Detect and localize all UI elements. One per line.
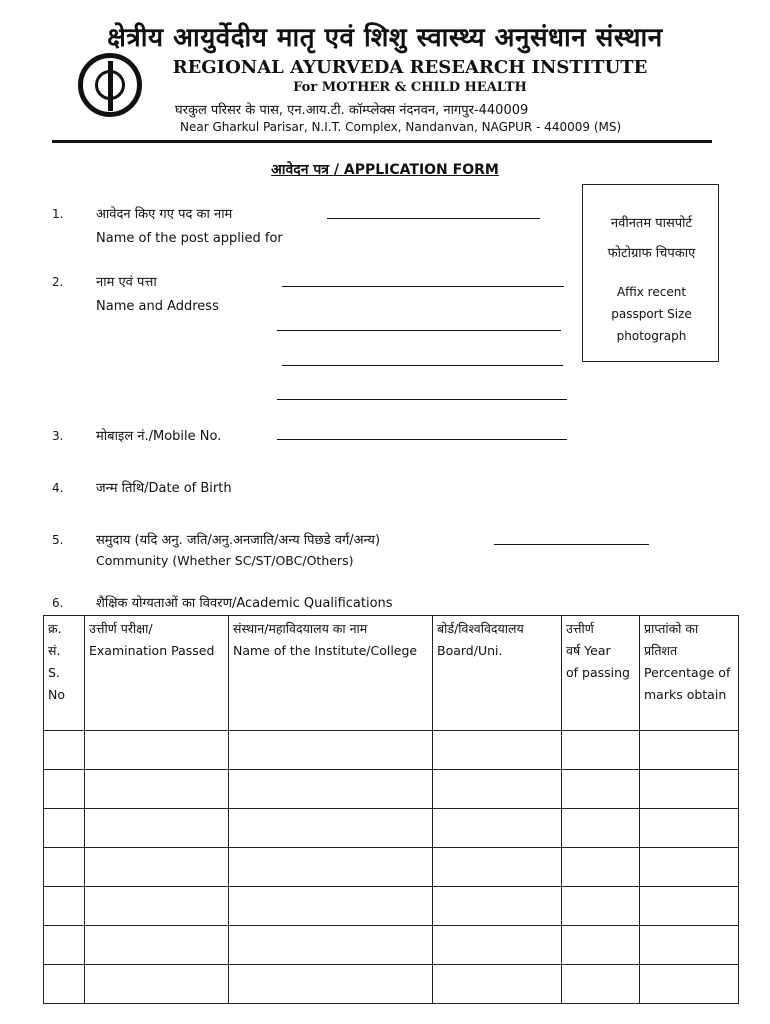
header-institute-l1: संस्थान/महाविदयालय का नाम <box>233 621 368 636</box>
table-cell[interactable] <box>85 926 229 965</box>
field-6-label: शैक्षिक योग्यताओं का विवरण/Academic Qualifications <box>96 596 393 611</box>
field-2-label-hindi: नाम एवं पत्ता <box>96 275 157 290</box>
header-sno-l4 <box>48 706 80 728</box>
name-address-input-line-1[interactable] <box>282 286 564 287</box>
photo-hindi-line2: फोटोग्राफ चिपकाए <box>607 246 696 261</box>
table-cell[interactable] <box>640 809 739 848</box>
header-year <box>562 616 640 731</box>
header-percentage-l1: प्राप्तांको का <box>644 621 699 636</box>
table-cell[interactable] <box>562 965 640 1004</box>
photo-box[interactable] <box>582 184 719 362</box>
table-cell[interactable] <box>433 848 562 887</box>
table-cell[interactable] <box>640 770 739 809</box>
table-cell[interactable] <box>433 965 562 1004</box>
table-cell[interactable] <box>433 926 562 965</box>
table-row <box>44 848 739 887</box>
table-cell[interactable] <box>562 809 640 848</box>
form-title: आवेदन पत्र / APPLICATION FORM <box>271 162 499 178</box>
photo-hindi-line1: नवीनतम पासपोर्ट <box>610 216 693 231</box>
table-cell[interactable] <box>85 809 229 848</box>
name-address-input-line-4[interactable] <box>277 399 567 400</box>
header-institute-l2: Name of the Institute/College <box>233 643 418 658</box>
table-cell[interactable] <box>85 887 229 926</box>
table-row <box>44 965 739 1004</box>
table-cell[interactable] <box>229 770 433 809</box>
table-cell[interactable] <box>640 731 739 770</box>
header-year-l1: उत्तीर्ण <box>566 621 594 636</box>
table-cell[interactable] <box>85 965 229 1004</box>
table-cell[interactable] <box>229 887 433 926</box>
table-cell[interactable] <box>433 731 562 770</box>
field-6-number: 6. <box>52 596 64 610</box>
table-cell[interactable] <box>229 926 433 965</box>
community-input[interactable] <box>494 544 649 545</box>
table-row <box>44 731 739 770</box>
table-cell[interactable] <box>44 731 85 770</box>
table-row <box>44 887 739 926</box>
table-cell[interactable] <box>85 848 229 887</box>
table-cell[interactable] <box>640 965 739 1004</box>
table-cell[interactable] <box>640 887 739 926</box>
field-5-label-english: Community (Whether SC/ST/OBC/Others) <box>96 553 354 568</box>
table-cell[interactable] <box>229 809 433 848</box>
table-cell[interactable] <box>562 848 640 887</box>
table-row <box>44 809 739 848</box>
header-institute-l3 <box>233 662 428 684</box>
header-exam-passed-l3 <box>89 662 224 684</box>
photo-english-line1: Affix recent <box>616 285 687 299</box>
institute-subtitle: For MOTHER & CHILD HEALTH <box>293 80 527 95</box>
table-cell[interactable] <box>640 926 739 965</box>
header-year-l4 <box>566 684 635 706</box>
address-hindi: घरकुल परिसर के पास, एन.आय.टी. कॉम्प्लेक्स नंदनवन, नागपुर-440009 <box>175 103 529 118</box>
header-exam-passed <box>85 616 229 731</box>
field-5-number: 5. <box>52 533 64 547</box>
name-address-input-line-2[interactable] <box>277 330 561 331</box>
header-board-l1: बोर्ड/विश्वविदयालय <box>437 621 524 636</box>
table-cell[interactable] <box>433 809 562 848</box>
header-percentage-l4: marks obtain <box>644 687 727 702</box>
header-board-l4 <box>437 684 557 706</box>
table-cell[interactable] <box>229 965 433 1004</box>
header-exam-passed-l2: Examination Passed <box>89 643 215 658</box>
table-row <box>44 926 739 965</box>
post-applied-input[interactable] <box>327 218 540 219</box>
field-3-label: मोबाइल नं./Mobile No. <box>96 429 222 444</box>
table-row <box>44 770 739 809</box>
table-cell[interactable] <box>44 926 85 965</box>
header-sno-l1: क्र. <box>48 621 62 636</box>
header-sno-l3: S. No <box>48 665 65 702</box>
header-sno-l2: सं. <box>48 643 61 658</box>
table-cell[interactable] <box>85 770 229 809</box>
table-cell[interactable] <box>640 848 739 887</box>
header-year-l2: वर्ष Year <box>566 643 611 658</box>
table-cell[interactable] <box>44 770 85 809</box>
header-institute <box>229 616 433 731</box>
table-cell[interactable] <box>44 809 85 848</box>
name-address-input-line-3[interactable] <box>282 365 563 366</box>
field-1-number: 1. <box>52 207 64 221</box>
table-cell[interactable] <box>229 848 433 887</box>
header-percentage-l2: प्रतिशत <box>644 643 678 658</box>
table-cell[interactable] <box>229 731 433 770</box>
photo-english-line3: photograph <box>616 329 687 343</box>
table-cell[interactable] <box>44 965 85 1004</box>
institute-logo <box>78 53 142 117</box>
table-header-row <box>44 616 739 731</box>
header-exam-passed-l4 <box>89 684 224 706</box>
table-cell[interactable] <box>85 731 229 770</box>
header-board <box>433 616 562 731</box>
institute-title-english: REGIONAL AYURVEDA RESEARCH INSTITUTE <box>172 57 648 78</box>
field-1-label-english: Name of the post applied for <box>96 231 283 246</box>
field-2-label-english: Name and Address <box>96 299 219 314</box>
table-cell[interactable] <box>433 770 562 809</box>
header-institute-l4 <box>233 684 428 706</box>
header-year-l3: of passing <box>566 665 630 680</box>
field-2-number: 2. <box>52 275 64 289</box>
table-cell[interactable] <box>562 926 640 965</box>
header-percentage <box>640 616 739 731</box>
header-board-l3 <box>437 662 557 684</box>
table-cell[interactable] <box>562 887 640 926</box>
logo-bar <box>108 61 113 111</box>
mobile-input[interactable] <box>277 439 567 440</box>
table-cell[interactable] <box>562 731 640 770</box>
institute-title-hindi: क्षेत्रीय आयुर्वेदीय मातृ एवं शिशु स्वास्थ्य अनुसंधान संस्थान <box>107 23 663 53</box>
photo-english-line2: passport Size <box>611 307 692 321</box>
field-5-label-hindi: समुदाय (यदि अनु. जति/अनु.अनजाति/अन्य पिछडे वर्ग/अन्य) <box>96 533 381 548</box>
address-english: Near Gharkul Parisar, N.I.T. Complex, Nandanvan, NAGPUR - 440009 (MS) <box>180 120 622 134</box>
field-4-number: 4. <box>52 481 64 495</box>
table-cell[interactable] <box>44 848 85 887</box>
field-3-number: 3. <box>52 429 64 443</box>
table-body <box>44 731 739 1004</box>
table-cell[interactable] <box>44 887 85 926</box>
field-4-label: जन्म तिथि/Date of Birth <box>96 481 232 496</box>
header-sno <box>44 616 85 731</box>
field-1-label-hindi: आवेदन किए गए पद का नाम <box>96 207 233 222</box>
table-cell[interactable] <box>433 887 562 926</box>
table-cell[interactable] <box>562 770 640 809</box>
header-exam-passed-l1: उत्तीर्ण परीक्षा/ <box>89 621 153 636</box>
header-divider <box>52 140 712 143</box>
header-board-l2: Board/Uni. <box>437 643 503 658</box>
header-percentage-l3: Percentage of <box>644 665 731 680</box>
qualifications-table <box>43 615 739 1004</box>
